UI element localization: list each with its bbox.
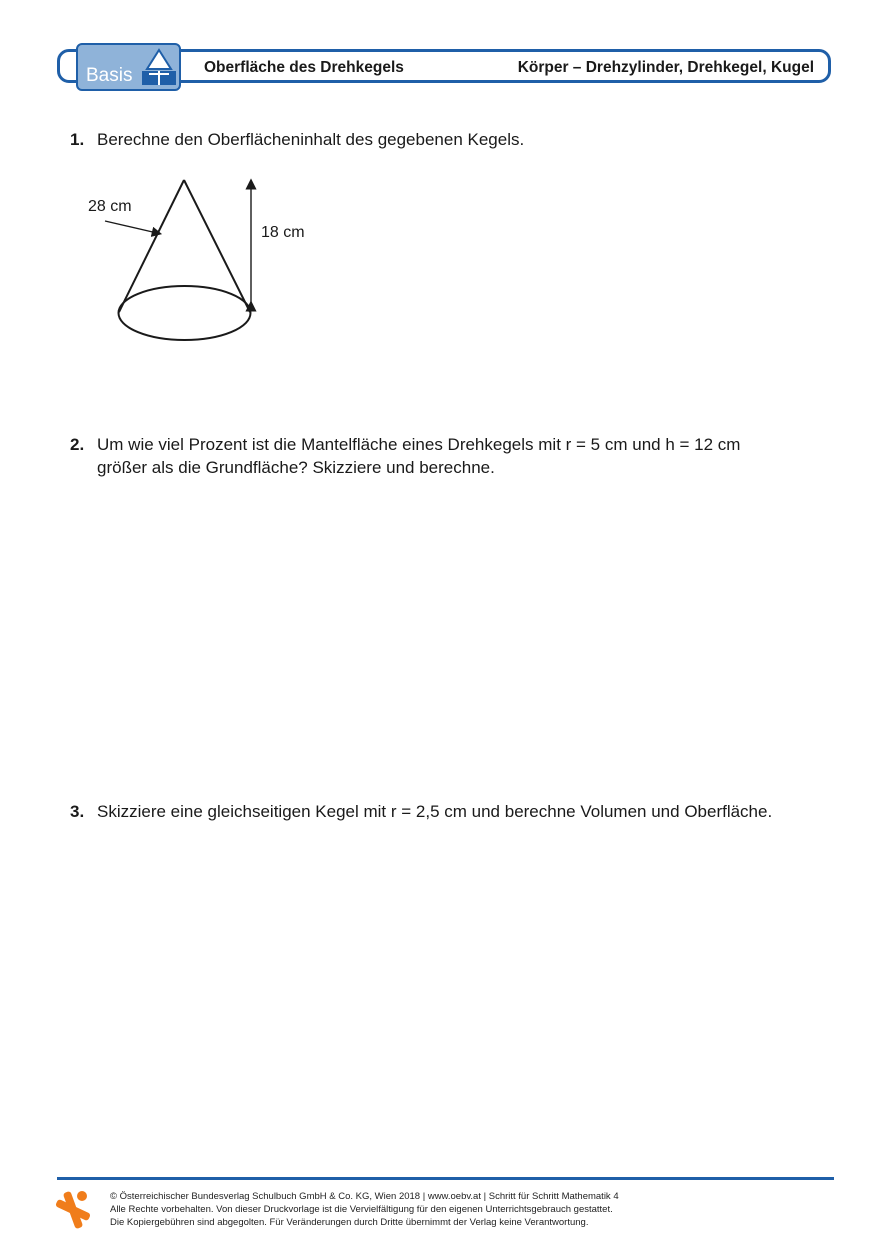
pyramid-icon bbox=[141, 47, 177, 87]
footer-line: Alle Rechte vorbehalten. Von dieser Druckvorlage ist die Vervielfältigung für den eigenen Unterrichtsgebrauch gestattet. bbox=[110, 1204, 613, 1215]
task-number: 2. bbox=[70, 435, 85, 454]
cone-right-side bbox=[184, 180, 250, 312]
task-text-line-1: Um wie viel Prozent ist die Mantelfläche eines Drehkegels mit r = 5 cm und h = 12 cm bbox=[97, 435, 741, 454]
chapter-topic: Körper – Drehzylinder, Drehkegel, Kugel bbox=[517, 59, 814, 76]
task-number: 1. bbox=[70, 130, 85, 149]
cone-figure bbox=[80, 170, 340, 355]
footer-line: Die Kopiergebühren sind abgegolten. Für Veränderungen durch Dritte übernimmt der Verlag keine Verantwortung. bbox=[110, 1217, 589, 1228]
level-badge-label: Basis bbox=[86, 65, 133, 86]
task-text: Berechne den Oberflächeninhalt des gegebenen Kegels. bbox=[97, 130, 525, 149]
task-text: Skizziere eine gleichseitigen Kegel mit r = 2,5 cm und berechne Volumen und Oberfläche. bbox=[97, 802, 773, 821]
cone-base bbox=[119, 286, 251, 340]
slant-pointer bbox=[105, 221, 157, 233]
publisher-logo-icon bbox=[54, 1190, 92, 1230]
slant-height-label: 28 cm bbox=[88, 198, 132, 215]
level-badge bbox=[76, 43, 181, 91]
footer-copyright bbox=[110, 1190, 619, 1229]
height-label: 18 cm bbox=[261, 224, 305, 241]
task-text-line-2: größer als die Grundfläche? Skizziere und berechne. bbox=[97, 458, 495, 477]
task-number: 3. bbox=[70, 802, 85, 821]
footer-divider bbox=[57, 1177, 834, 1180]
footer-line: © Österreichischer Bundesverlag Schulbuch GmbH & Co. KG, Wien 2018 | www.oebv.at | Schritt für Schritt Mathematik 4 bbox=[110, 1191, 619, 1202]
page-title: Oberfläche des Drehkegels bbox=[204, 59, 404, 76]
